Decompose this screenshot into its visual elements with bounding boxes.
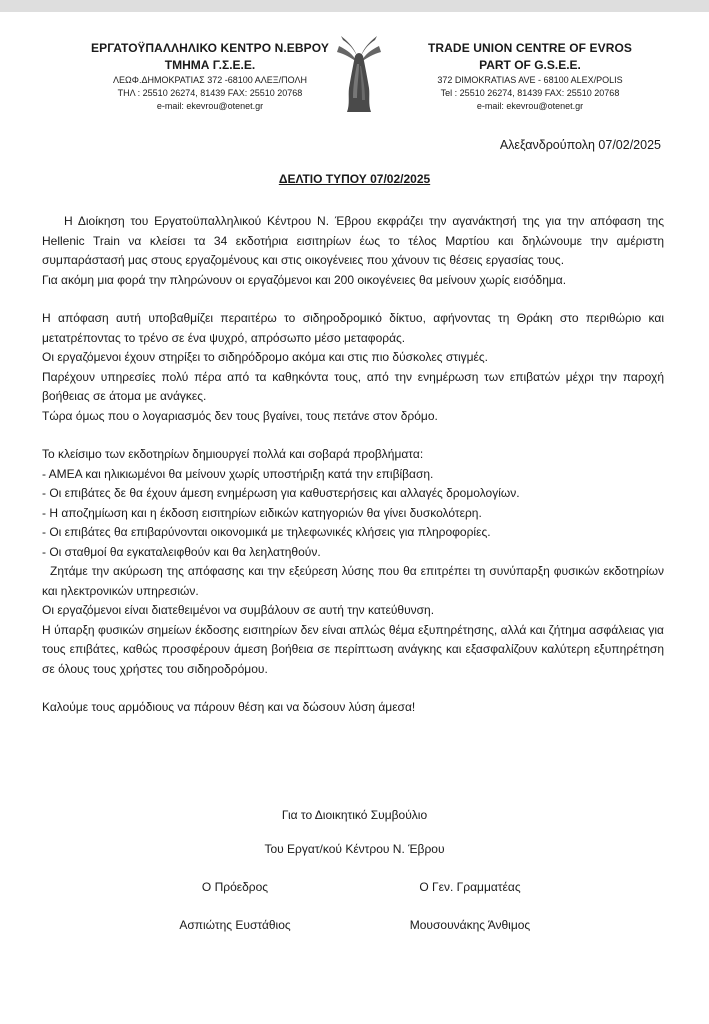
paragraph: Τώρα όμως που ο λογαριασμός δεν τους βγαίνει, τους πετάνε στον δρόμο.	[42, 408, 438, 423]
org-title-english: TRADE UNION CENTRE OF EVROS	[427, 41, 633, 55]
phone-greek: ΤΗΛ : 25510 26274, 81439 FAX: 25510 20768	[117, 88, 303, 98]
org-title-greek: ΕΡΓΑΤΟΫΠΑΛΛΗΛΙΚΟ ΚΕΝΤΡΟ Ν.ΕΒΡΟΥ	[91, 41, 329, 55]
paragraph: Για ακόμη μια φορά την πληρώνουν οι εργαζόμενοι και 200 οικογένειες θα μείνουν χωρίς εισόδημα.	[42, 272, 567, 287]
paragraph: Η απόφαση αυτή υποβαθμίζει περαιτέρω το σιδηροδρομικό δίκτυο, αφήνοντας τη Θράκη στο περιθώριο και μετατρέποντας το τρένο σε ένα ψυχρό, απρόσωπο μέσο μεταφοράς.	[42, 311, 664, 345]
org-subtitle-english: PART OF G.S.E.E.	[479, 58, 581, 72]
list-item: - Η αποζημίωση και η έκδοση εισιτηρίων ειδικών κατηγοριών θα γίνει δυσκολότερη.	[42, 505, 482, 520]
address-greek: ΛΕΩΦ.ΔΗΜΟΚΡΑΤΙΑΣ 372 -68100 ΑΛΕΞ/ΠΟΛΗ	[113, 75, 307, 85]
paragraph: Η ύπαρξη φυσικών σημείων έκδοσης εισιτηρίων δεν είναι απλώς θέμα εξυπηρέτησης, αλλά και ζήτημα ασφάλειας για τους επιβάτες, καθώς προσφέρουν άμεση βοήθεια σε περίπτωση ανάγκης και εξασφαλίζουν καλύτερη εξυπηρέτηση σε όλους τους χρήστες του σιδηροδρόμου.	[42, 622, 664, 676]
paragraph: Καλούμε τους αρμόδιους να πάρουν θέση και να δώσουν λύση άμεσα!	[42, 700, 416, 714]
letterhead-english	[400, 40, 660, 112]
letterhead-greek	[60, 40, 360, 112]
signature-secretary-role: Ο Γεν. Γραμματέας	[419, 880, 521, 894]
date-line: Αλεξανδρούπολη 07/02/2025	[499, 138, 661, 152]
list-item: - ΑΜΕΑ και ηλικιωμένοι θα μείνουν χωρίς υποστήριξη κατά την επιβίβαση.	[42, 466, 434, 481]
winged-statue-logo	[335, 34, 383, 114]
email-greek: e-mail: ekevrou@otenet.gr	[156, 101, 264, 111]
signature-president-name: Ασπιώτης Ευστάθιος	[179, 918, 291, 932]
email-english: e-mail: ekevrou@otenet.gr	[476, 101, 584, 111]
paragraph: Οι εργαζόμενοι είναι διατεθειμένοι να συμβάλουν σε αυτή την κατεύθυνση.	[42, 603, 435, 617]
org-subtitle-greek: ΤΜΗΜΑ Γ.Σ.Ε.Ε.	[164, 58, 256, 72]
signature-board-line: Για το Διοικητικό Συμβούλιο	[281, 808, 428, 822]
press-release-title: ΔΕΛΤΙΟ ΤΥΠΟΥ 07/02/2025	[278, 172, 431, 186]
paragraph: Ζητάμε την ακύρωση της απόφασης και την εξεύρεση λύσης που θα επιτρέπει τη συνύπαρξη φυσικών εκδοτηρίων και ηλεκτρονικών υπηρεσιών.	[42, 564, 664, 598]
press-release-body	[42, 212, 664, 718]
paragraph: Το κλείσιμο των εκδοτηρίων δημιουργεί πολλά και σοβαρά προβλήματα:	[42, 447, 424, 461]
phone-english: Tel : 25510 26274, 81439 FAX: 25510 20768	[440, 88, 620, 98]
signature-president-role: Ο Πρόεδρος	[201, 880, 269, 894]
signature-secretary-name: Μουσουνάκης Άνθιμος	[409, 918, 531, 932]
paragraph: Παρέχουν υπηρεσίες πολύ πέρα από τα καθηκόντα τους, από την ενημέρωση των επιβατών μέχρι την παροχή βοήθειας σε άτομα με ανάγκες.	[42, 369, 664, 403]
signature-org-line: Του Εργατ/κού Κέντρου Ν. Έβρου	[264, 842, 445, 856]
list-item: - Οι σταθμοί θα εγκαταλειφθούν και θα λεηλατηθούν.	[42, 544, 321, 559]
top-gray-bar	[0, 0, 709, 12]
list-item: - Οι επιβάτες δε θα έχουν άμεση ενημέρωση για καθυστερήσεις και αλλαγές δρομολογίων.	[42, 486, 520, 500]
paragraph: Η Διοίκηση του Εργατοϋπαλληλικού Κέντρου Ν. Έβρου εκφράζει την αγανάκτησή της για την απόφαση της Hellenic Train να κλείσει τα 34 εκδοτήρια εισιτηρίων έως το τέλος Μαρτίου και δηλώνουμε την αμέριστη συμπαράστασή μας στους εργαζομένους και στις οικογένειες που χάνουν τις θέσεις εργασίας τους.	[42, 214, 664, 267]
paragraph: Οι εργαζόμενοι έχουν στηρίξει το σιδηρόδρομο ακόμα και στις πιο δύσκολες στιγμές.	[42, 350, 489, 364]
list-item: - Οι επιβάτες θα επιβαρύνονται οικονομικά με τηλεφωνικές κλήσεις για πληροφορίες.	[42, 525, 491, 539]
address-english: 372 DIMOKRATIAS AVE - 68100 ALEX/POLIS	[437, 75, 623, 85]
